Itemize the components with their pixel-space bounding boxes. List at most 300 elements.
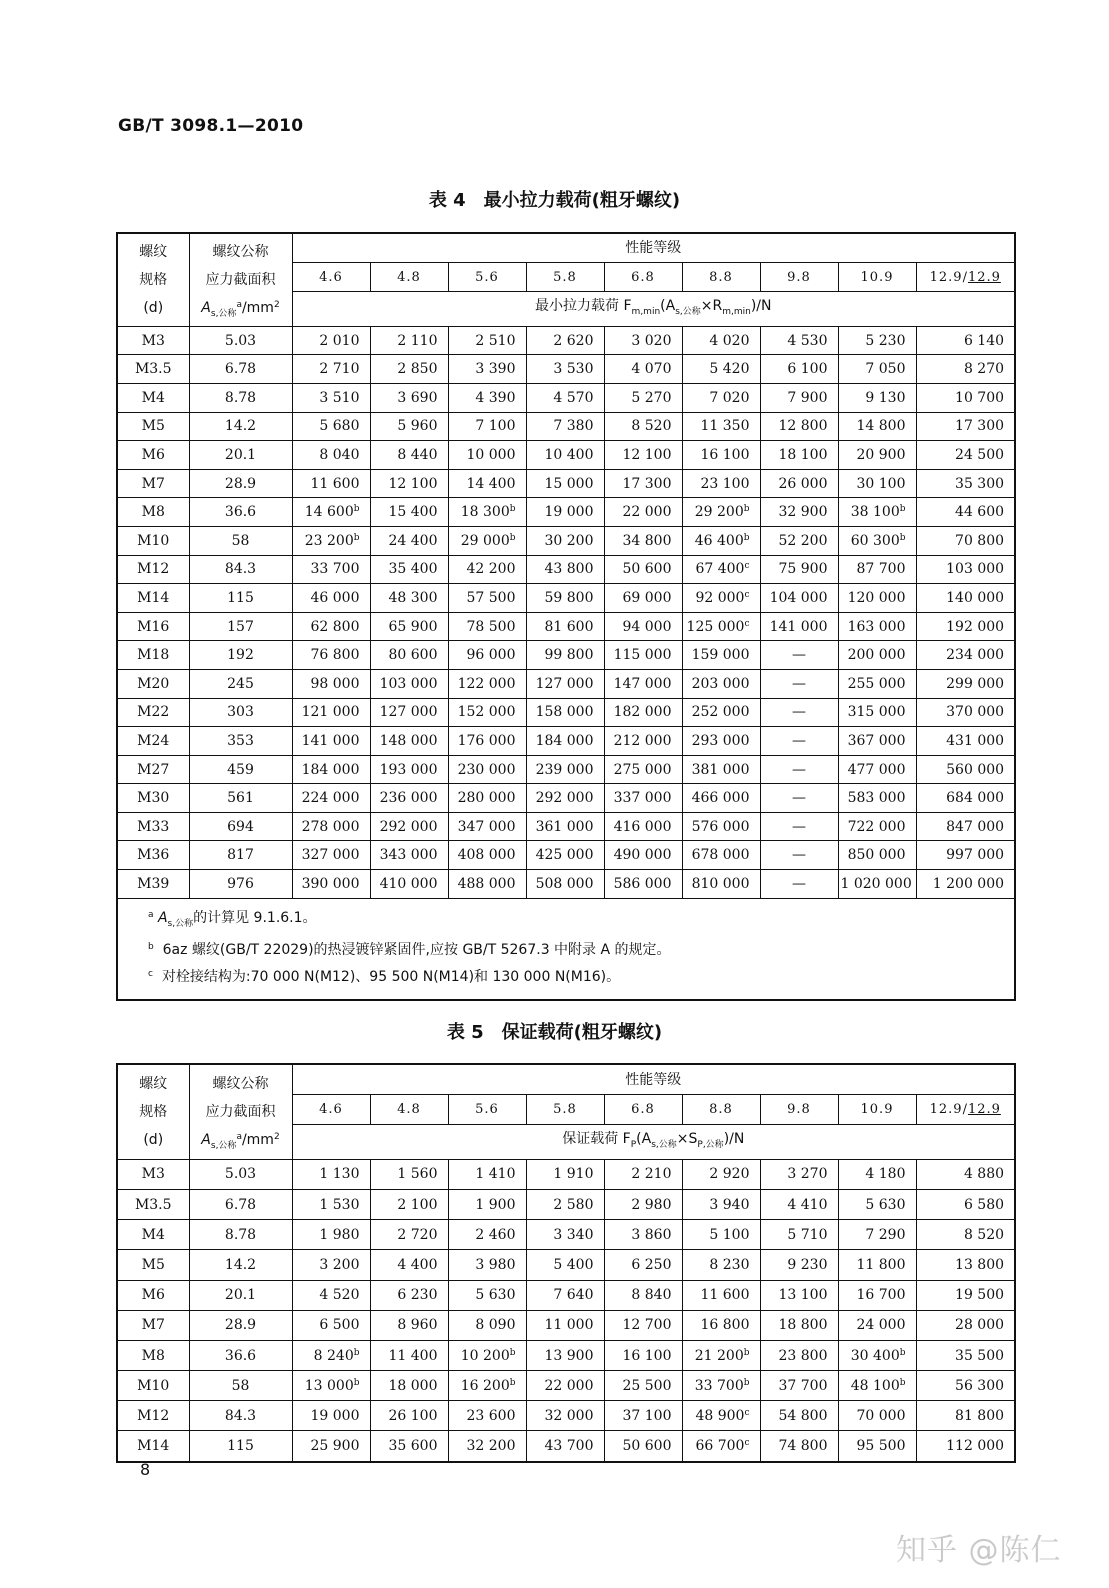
cell-spec: M33 xyxy=(117,812,189,841)
cell-load: 293 000 xyxy=(682,727,760,756)
cell-load: 16 200$^b$ xyxy=(448,1371,526,1401)
watermark: 知乎 @陈仁 xyxy=(896,1533,1062,1568)
cell-load: 78 500 xyxy=(448,612,526,641)
cell-spec: M22 xyxy=(117,698,189,727)
table-row xyxy=(117,1340,1015,1370)
cell-spec: M10 xyxy=(117,1371,189,1401)
cell-load: 26 000 xyxy=(760,469,838,498)
cell-load: 65 900 xyxy=(370,612,448,641)
cell-load: 5 960 xyxy=(370,412,448,441)
head-spec: 螺纹 规格 (d) xyxy=(117,1064,189,1159)
cell-load: 17 300 xyxy=(604,469,682,498)
footnote-mark: b xyxy=(899,1377,906,1388)
cell-load: 361 000 xyxy=(526,812,604,841)
cell-load: 70 000 xyxy=(838,1401,916,1431)
cell-load: 37 100 xyxy=(604,1401,682,1431)
cell-load: 234 000 xyxy=(916,641,1015,670)
cell-load: 52 200 xyxy=(760,526,838,555)
cell-load: 8 960 xyxy=(370,1310,448,1340)
cell-spec: M39 xyxy=(117,870,189,899)
cell-load: 70 800 xyxy=(916,526,1015,555)
cell-area: 115 xyxy=(189,584,292,613)
cell-load: 12 100 xyxy=(370,469,448,498)
table-row xyxy=(117,469,1015,498)
cell-load: 508 000 xyxy=(526,870,604,899)
grade-6.8: 6.8 xyxy=(604,263,682,292)
cell-load: 224 000 xyxy=(292,784,370,813)
cell-spec: M18 xyxy=(117,641,189,670)
cell-load: 1 130 xyxy=(292,1159,370,1189)
cell-load: 212 000 xyxy=(604,727,682,756)
cell-load: 4 020 xyxy=(682,326,760,355)
cell-load: 48 900$^c$ xyxy=(682,1401,760,1431)
cell-load: 200 000 xyxy=(838,641,916,670)
grade-5.6: 5.6 xyxy=(448,263,526,292)
cell-load: 2 210 xyxy=(604,1159,682,1189)
footnote-mark: c xyxy=(744,561,750,572)
table-row xyxy=(117,1401,1015,1431)
cell-load: 3 270 xyxy=(760,1159,838,1189)
cell-area: 28.9 xyxy=(189,469,292,498)
cell-load: 10 400 xyxy=(526,441,604,470)
cell-load: 12 100 xyxy=(604,441,682,470)
cell-load: 255 000 xyxy=(838,669,916,698)
footnote-mark: b xyxy=(509,1347,516,1358)
cell-load: 847 000 xyxy=(916,812,1015,841)
cell-load: 5 630 xyxy=(838,1189,916,1219)
cell-load: 38 100$^b$ xyxy=(838,498,916,527)
cell-load: 96 000 xyxy=(448,641,526,670)
cell-area: 157 xyxy=(189,612,292,641)
cell-load: 230 000 xyxy=(448,755,526,784)
table4-title xyxy=(0,186,1109,212)
cell-area: 5.03 xyxy=(189,326,292,355)
cell-load: 112 000 xyxy=(916,1431,1015,1462)
cell-spec: M5 xyxy=(117,412,189,441)
cell-area: 115 xyxy=(189,1431,292,1462)
cell-load: 8 520 xyxy=(604,412,682,441)
cell-load: 11 400 xyxy=(370,1340,448,1370)
cell-load: 2 010 xyxy=(292,326,370,355)
table-row xyxy=(117,812,1015,841)
cell-load: 8 090 xyxy=(448,1310,526,1340)
table-row xyxy=(117,383,1015,412)
grade-4.8: 4.8 xyxy=(370,1095,448,1125)
table-row xyxy=(117,412,1015,441)
table-row xyxy=(117,326,1015,355)
cell-load: 26 100 xyxy=(370,1401,448,1431)
standard-code: GB/T 3098.1—2010 xyxy=(118,116,304,136)
cell-area: 14.2 xyxy=(189,1250,292,1280)
cell-load: 25 500 xyxy=(604,1371,682,1401)
cell-load: 141 000 xyxy=(292,727,370,756)
cell-load: 19 500 xyxy=(916,1280,1015,1310)
cell-load: 35 600 xyxy=(370,1431,448,1462)
cell-load: 299 000 xyxy=(916,669,1015,698)
cell-load: 50 600 xyxy=(604,555,682,584)
cell-spec: M5 xyxy=(117,1250,189,1280)
cell-spec: M30 xyxy=(117,784,189,813)
cell-load: 2 720 xyxy=(370,1220,448,1250)
cell-area: 817 xyxy=(189,841,292,870)
cell-area: 976 xyxy=(189,870,292,899)
cell-load: 43 800 xyxy=(526,555,604,584)
cell-load: 3 530 xyxy=(526,355,604,384)
cell-spec: M8 xyxy=(117,1340,189,1370)
cell-load: 99 800 xyxy=(526,641,604,670)
table-row xyxy=(117,755,1015,784)
cell-load: 163 000 xyxy=(838,612,916,641)
note-a: $^a$ $A_{s,公称}$的计算见 9.1.6.1。 xyxy=(148,909,317,929)
cell-area: 20.1 xyxy=(189,1280,292,1310)
cell-load: 2 710 xyxy=(292,355,370,384)
cell-load: 6 500 xyxy=(292,1310,370,1340)
cell-area: 353 xyxy=(189,727,292,756)
cell-load: 33 700$^b$ xyxy=(682,1371,760,1401)
cell-load: 278 000 xyxy=(292,812,370,841)
table-row xyxy=(117,1220,1015,1250)
cell-load: 390 000 xyxy=(292,870,370,899)
cell-area: 561 xyxy=(189,784,292,813)
cell-spec: M8 xyxy=(117,498,189,527)
footnote-mark: b xyxy=(353,1377,360,1388)
table-row xyxy=(117,355,1015,384)
cell-load: 127 000 xyxy=(526,669,604,698)
cell-load: 193 000 xyxy=(370,755,448,784)
cell-load: 5 270 xyxy=(604,383,682,412)
cell-load: 684 000 xyxy=(916,784,1015,813)
cell-load: 120 000 xyxy=(838,584,916,613)
table4-caption: 最小拉力载荷(粗牙螺纹) xyxy=(483,190,681,211)
head-stress-area: 螺纹公称 应力截面积 $A_{s,公称}^a/mm^2$ xyxy=(189,233,292,326)
table5-number: 表 5 xyxy=(446,1022,484,1043)
cell-load: 46 400$^b$ xyxy=(682,526,760,555)
cell-load: 192 000 xyxy=(916,612,1015,641)
cell-load: 252 000 xyxy=(682,698,760,727)
cell-load: 56 300 xyxy=(916,1371,1015,1401)
cell-load: 21 200$^b$ xyxy=(682,1340,760,1370)
cell-load: 4 180 xyxy=(838,1159,916,1189)
cell-load: 12 700 xyxy=(604,1310,682,1340)
cell-load: 94 000 xyxy=(604,612,682,641)
table-row xyxy=(117,669,1015,698)
cell-load: 13 100 xyxy=(760,1280,838,1310)
grade-10.9: 10.9 xyxy=(838,1095,916,1125)
cell-area: 84.3 xyxy=(189,555,292,584)
table-row xyxy=(117,1371,1015,1401)
cell-load: 127 000 xyxy=(370,698,448,727)
cell-load: 1 530 xyxy=(292,1189,370,1219)
table4-notes xyxy=(117,898,1015,1000)
table5-body xyxy=(117,1159,1015,1461)
cell-load: 29 200$^b$ xyxy=(682,498,760,527)
cell-load: 4 880 xyxy=(916,1159,1015,1189)
cell-load: 280 000 xyxy=(448,784,526,813)
cell-load: 5 680 xyxy=(292,412,370,441)
cell-load: 1 910 xyxy=(526,1159,604,1189)
cell-load: 104 000 xyxy=(760,584,838,613)
cell-load: 1 200 000 xyxy=(916,870,1015,899)
cell-area: 6.78 xyxy=(189,355,292,384)
cell-load: 103 000 xyxy=(370,669,448,698)
cell-load: 50 600 xyxy=(604,1431,682,1462)
cell-load: 57 500 xyxy=(448,584,526,613)
cell-load: 81 600 xyxy=(526,612,604,641)
cell-load: 16 700 xyxy=(838,1280,916,1310)
cell-load: 98 000 xyxy=(292,669,370,698)
note-b: $^b$ 6az 螺纹(GB/T 22029)的热浸镀锌紧固件,应按 GB/T 5267.3 中附录 A 的规定。 xyxy=(148,942,671,959)
table-row xyxy=(117,555,1015,584)
grade-4.6: 4.6 xyxy=(292,1095,370,1125)
cell-load: 24 400 xyxy=(370,526,448,555)
footnote-mark: b xyxy=(509,504,516,515)
cell-load: 2 510 xyxy=(448,326,526,355)
cell-load: 16 100 xyxy=(604,1340,682,1370)
cell-load: 34 800 xyxy=(604,526,682,555)
cell-load: 488 000 xyxy=(448,870,526,899)
cell-load: 5 100 xyxy=(682,1220,760,1250)
cell-load: 32 000 xyxy=(526,1401,604,1431)
cell-load: 184 000 xyxy=(526,727,604,756)
table-row xyxy=(117,1431,1015,1462)
cell-area: 694 xyxy=(189,812,292,841)
cell-load: — xyxy=(760,669,838,698)
cell-load: 7 020 xyxy=(682,383,760,412)
cell-load: — xyxy=(760,698,838,727)
cell-area: 28.9 xyxy=(189,1310,292,1340)
cell-load: 18 100 xyxy=(760,441,838,470)
cell-load: 3 510 xyxy=(292,383,370,412)
grade-10.9: 10.9 xyxy=(838,263,916,292)
cell-area: 8.78 xyxy=(189,383,292,412)
cell-load: — xyxy=(760,812,838,841)
cell-load: 37 700 xyxy=(760,1371,838,1401)
table5-proof-load xyxy=(116,1063,1016,1463)
cell-spec: M4 xyxy=(117,1220,189,1250)
cell-area: 58 xyxy=(189,526,292,555)
cell-load: 35 500 xyxy=(916,1340,1015,1370)
cell-load: 46 000 xyxy=(292,584,370,613)
cell-load: 6 230 xyxy=(370,1280,448,1310)
cell-spec: M3 xyxy=(117,326,189,355)
cell-area: 36.6 xyxy=(189,1340,292,1370)
cell-load: 80 600 xyxy=(370,641,448,670)
cell-load: 2 620 xyxy=(526,326,604,355)
cell-load: 850 000 xyxy=(838,841,916,870)
table-row xyxy=(117,870,1015,899)
cell-load: — xyxy=(760,870,838,899)
cell-load: 140 000 xyxy=(916,584,1015,613)
table5-title xyxy=(0,1018,1109,1044)
cell-load: 33 700 xyxy=(292,555,370,584)
cell-load: 103 000 xyxy=(916,555,1015,584)
cell-load: 1 020 000 xyxy=(838,870,916,899)
cell-load: 18 300$^b$ xyxy=(448,498,526,527)
cell-load: 19 000 xyxy=(526,498,604,527)
footnote-mark: b xyxy=(899,504,906,515)
grade-8.8: 8.8 xyxy=(682,263,760,292)
table-row xyxy=(117,526,1015,555)
cell-load: 6 140 xyxy=(916,326,1015,355)
table4-body xyxy=(117,326,1015,898)
cell-load: 236 000 xyxy=(370,784,448,813)
cell-load: 6 580 xyxy=(916,1189,1015,1219)
cell-load: 13 900 xyxy=(526,1340,604,1370)
footnote-mark: b xyxy=(353,1347,360,1358)
footnote-mark: b xyxy=(899,1347,906,1358)
cell-load: 2 110 xyxy=(370,326,448,355)
table-row xyxy=(117,727,1015,756)
table-row xyxy=(117,1280,1015,1310)
cell-load: 92 000$^c$ xyxy=(682,584,760,613)
cell-load: 14 600$^b$ xyxy=(292,498,370,527)
table-row xyxy=(117,498,1015,527)
cell-load: 74 800 xyxy=(760,1431,838,1462)
cell-load: 1 980 xyxy=(292,1220,370,1250)
cell-load: 13 800 xyxy=(916,1250,1015,1280)
cell-load: 7 640 xyxy=(526,1280,604,1310)
cell-load: 2 850 xyxy=(370,355,448,384)
cell-load: — xyxy=(760,784,838,813)
cell-load: 337 000 xyxy=(604,784,682,813)
cell-load: — xyxy=(760,841,838,870)
head-load-formula: 保证载荷 $F_P(A_{s,公称}\times S_{P,公称})/N$ xyxy=(292,1125,1015,1160)
cell-load: 59 800 xyxy=(526,584,604,613)
cell-load: 1 900 xyxy=(448,1189,526,1219)
footnote-mark: b xyxy=(509,532,516,543)
table-row xyxy=(117,584,1015,613)
cell-load: 81 800 xyxy=(916,1401,1015,1431)
table-row xyxy=(117,612,1015,641)
footnote-mark: b xyxy=(743,1377,750,1388)
table-row xyxy=(117,1189,1015,1219)
cell-load: 4 400 xyxy=(370,1250,448,1280)
cell-spec: M3.5 xyxy=(117,355,189,384)
cell-load: 586 000 xyxy=(604,870,682,899)
cell-load: — xyxy=(760,755,838,784)
cell-spec: M7 xyxy=(117,469,189,498)
cell-load: 158 000 xyxy=(526,698,604,727)
cell-spec: M12 xyxy=(117,1401,189,1431)
cell-load: 182 000 xyxy=(604,698,682,727)
cell-load: 4 390 xyxy=(448,383,526,412)
cell-load: 16 100 xyxy=(682,441,760,470)
cell-load: 425 000 xyxy=(526,841,604,870)
cell-load: 17 300 xyxy=(916,412,1015,441)
table-row xyxy=(117,1310,1015,1340)
table-row xyxy=(117,698,1015,727)
cell-load: 576 000 xyxy=(682,812,760,841)
cell-load: 16 800 xyxy=(682,1310,760,1340)
cell-load: 69 000 xyxy=(604,584,682,613)
page-number: 8 xyxy=(140,1460,151,1479)
cell-load: 42 200 xyxy=(448,555,526,584)
cell-load: 5 230 xyxy=(838,326,916,355)
cell-load: 44 600 xyxy=(916,498,1015,527)
cell-spec: M16 xyxy=(117,612,189,641)
cell-load: 13 000$^b$ xyxy=(292,1371,370,1401)
grade-4.6: 4.6 xyxy=(292,263,370,292)
cell-load: 6 250 xyxy=(604,1250,682,1280)
cell-load: 5 420 xyxy=(682,355,760,384)
footnote-mark: c xyxy=(744,1407,750,1418)
cell-load: 30 400$^b$ xyxy=(838,1340,916,1370)
cell-area: 20.1 xyxy=(189,441,292,470)
table4-min-tensile-load xyxy=(116,232,1016,1001)
cell-spec: M24 xyxy=(117,727,189,756)
cell-spec: M6 xyxy=(117,441,189,470)
cell-load: 315 000 xyxy=(838,698,916,727)
cell-load: 8 240$^b$ xyxy=(292,1340,370,1370)
cell-load: 48 100$^b$ xyxy=(838,1371,916,1401)
table-row xyxy=(117,441,1015,470)
cell-load: 7 290 xyxy=(838,1220,916,1250)
cell-spec: M7 xyxy=(117,1310,189,1340)
cell-load: 3 200 xyxy=(292,1250,370,1280)
cell-load: 3 860 xyxy=(604,1220,682,1250)
cell-load: 62 800 xyxy=(292,612,370,641)
cell-load: 466 000 xyxy=(682,784,760,813)
cell-load: 122 000 xyxy=(448,669,526,698)
grade-8.8: 8.8 xyxy=(682,1095,760,1125)
cell-load: 25 900 xyxy=(292,1431,370,1462)
cell-spec: M14 xyxy=(117,1431,189,1462)
cell-load: 18 000 xyxy=(370,1371,448,1401)
cell-load: 20 900 xyxy=(838,441,916,470)
cell-load: 11 600 xyxy=(292,469,370,498)
cell-load: 147 000 xyxy=(604,669,682,698)
cell-load: 22 000 xyxy=(604,498,682,527)
cell-load: 431 000 xyxy=(916,727,1015,756)
cell-load: 583 000 xyxy=(838,784,916,813)
cell-load: 327 000 xyxy=(292,841,370,870)
cell-load: 6 100 xyxy=(760,355,838,384)
cell-area: 303 xyxy=(189,698,292,727)
cell-load: 75 900 xyxy=(760,555,838,584)
grade-5.6: 5.6 xyxy=(448,1095,526,1125)
cell-load: 810 000 xyxy=(682,870,760,899)
cell-area: 6.78 xyxy=(189,1189,292,1219)
cell-load: 11 600 xyxy=(682,1280,760,1310)
cell-load: 18 800 xyxy=(760,1310,838,1340)
footnote-mark: c xyxy=(744,589,750,600)
cell-load: 8 040 xyxy=(292,441,370,470)
cell-load: 8 270 xyxy=(916,355,1015,384)
cell-load: 203 000 xyxy=(682,669,760,698)
cell-load: 32 200 xyxy=(448,1431,526,1462)
cell-load: 23 800 xyxy=(760,1340,838,1370)
cell-area: 58 xyxy=(189,1371,292,1401)
table-row xyxy=(117,1250,1015,1280)
cell-load: 7 900 xyxy=(760,383,838,412)
head-grade-group: 性能等级 xyxy=(292,1064,1015,1095)
cell-spec: M3.5 xyxy=(117,1189,189,1219)
cell-area: 245 xyxy=(189,669,292,698)
cell-load: 152 000 xyxy=(448,698,526,727)
cell-load: 176 000 xyxy=(448,727,526,756)
cell-load: 87 700 xyxy=(838,555,916,584)
cell-load: 560 000 xyxy=(916,755,1015,784)
cell-load: 7 050 xyxy=(838,355,916,384)
cell-load: 3 020 xyxy=(604,326,682,355)
cell-spec: M27 xyxy=(117,755,189,784)
cell-load: 148 000 xyxy=(370,727,448,756)
cell-load: 10 000 xyxy=(448,441,526,470)
cell-load: 3 690 xyxy=(370,383,448,412)
cell-load: — xyxy=(760,727,838,756)
cell-load: 28 000 xyxy=(916,1310,1015,1340)
cell-load: 4 520 xyxy=(292,1280,370,1310)
